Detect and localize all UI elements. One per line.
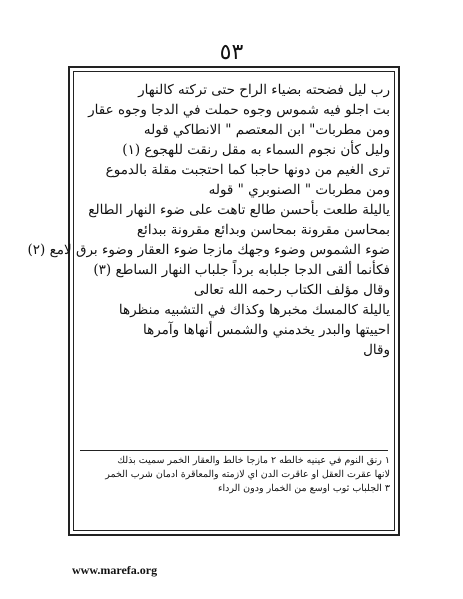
text-line: احييتها والبدر يخدمني والشمس أنهاها وآمرها [143, 322, 390, 338]
page-number: ٥٣ [219, 40, 244, 65]
text-line: وليل كأن نجوم السماء به مقل رنقت للهجوع (١) [122, 142, 390, 158]
footnote-separator [80, 450, 388, 451]
text-line: ياليلة طلعت بأحسن طالع تاهت على ضوء النهار الطالع [88, 202, 390, 218]
poem-body [27, 80, 390, 360]
footnotes [78, 454, 390, 496]
text-line: ومن مطربات" ابن المعتصم " الانطاكي قوله [143, 122, 390, 138]
text-line: ضوء الشموس وضوء وجهك مازجا ضوء العقار وضوء برق لامع (٢) [27, 242, 390, 258]
text-line: وقال [363, 342, 390, 358]
footnote-line: ١ رنق النوم في عينيه خالطه ٢ مازجا خالط والعقار الخمر سميت بذلك [117, 455, 390, 466]
text-line: بمحاسن مقرونة بمحاسن وبدائع مقرونة ببدائع [136, 222, 390, 238]
text-line: ومن مطربات " الصنوبري " قوله [208, 182, 390, 198]
text-line: رب ليل فضحته بضياء الراح حتى تركته كالنهار [138, 82, 390, 98]
site-watermark: www.marefa.org [72, 563, 158, 577]
text-line: بت اجلو فيه شموس وجوه حملت في الدجا وجوه عقار [88, 102, 390, 118]
text-line: فكأنما ألقى الدجا جلبابه برداً جلباب النهار الساطع (٣) [93, 262, 390, 278]
text-line: ياليلة كالمسك مخبرها وكذاك في التشبيه منظرها [118, 302, 390, 318]
text-line: وقال مؤلف الكتاب رحمه الله تعالى [193, 282, 390, 298]
footnote-line: لانها عقرت العقل او عاقرت الدن اي لازمته والمعاقرة ادمان شرب الخمر [105, 469, 390, 480]
text-frame [27, 66, 400, 536]
footnote-line: ٣ الجلباب ثوب اوسع من الخمار ودون الرداء [218, 483, 390, 494]
text-line: ترى الغيم من دونها حاجبا كما احتجبت مقلة بالدموع [105, 162, 390, 178]
